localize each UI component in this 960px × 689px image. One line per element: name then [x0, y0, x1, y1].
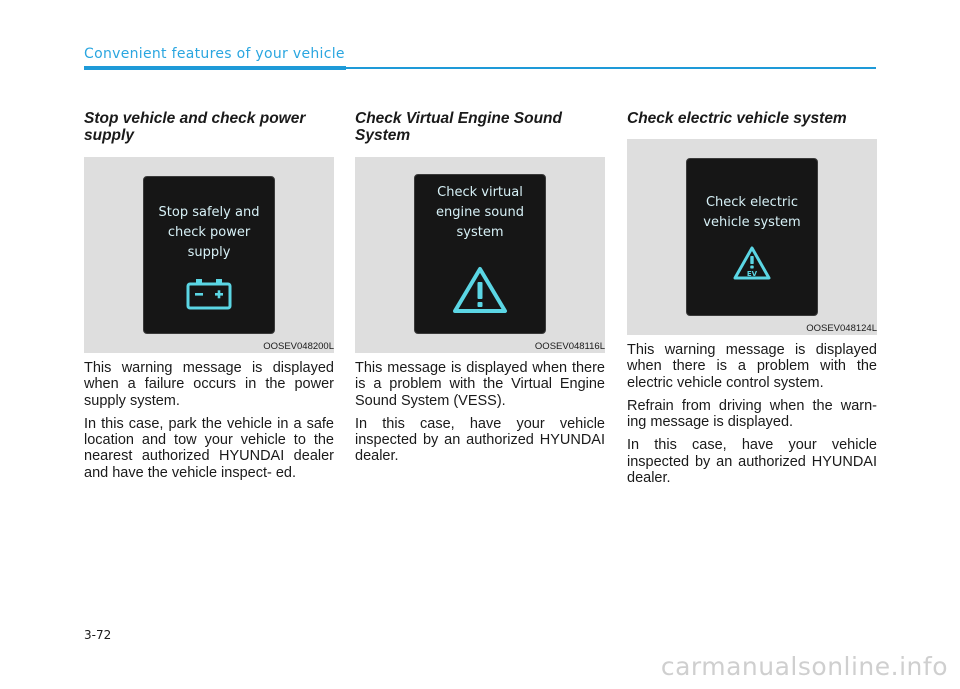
header-accent-bar [84, 66, 346, 70]
ev-warning-icon [732, 245, 772, 281]
heading-ev-system: Check electric vehicle system [627, 110, 847, 127]
figure-ev-system [627, 139, 877, 335]
header-rule [346, 67, 876, 69]
heading-vess: Check Virtual Engine Sound System [355, 110, 562, 144]
paragraph: This warning message is displayed when a failure occurs in the power supply system. [84, 360, 334, 409]
paragraph: Refrain from driving when the warn- ing message is displayed. [627, 397, 877, 431]
body-vess [355, 360, 605, 472]
screen-message: Stop safely and check power supply [158, 205, 260, 260]
page-number: 3-72 [84, 628, 112, 642]
battery-icon [185, 277, 233, 311]
figure-power-supply [84, 157, 334, 353]
warning-triangle-icon [452, 265, 508, 315]
paragraph: This warning message is displayed when there is a problem with the electric vehicle control system. [627, 342, 877, 391]
section-title: Convenient features of your vehicle [84, 46, 345, 62]
paragraph: In this case, have your vehicle inspected by an authorized HYUNDAI dealer. [355, 415, 605, 465]
watermark: carmanualsonline.info [660, 652, 948, 681]
screen-message: Check virtual engine sound system [436, 185, 524, 240]
body-ev-system [627, 342, 877, 493]
heading-power-supply: Stop vehicle and check power supply [84, 110, 306, 144]
paragraph: In this case, park the vehicle in a safe location and tow your vehicle to the nearest authorized HYUNDAI dealer and have the vehicle inspect- ed. [84, 415, 334, 481]
cluster-screen [143, 176, 275, 334]
paragraph: This message is displayed when there is a problem with the Virtual Engine Sound System (VESS). [355, 360, 605, 409]
figure-code: OOSEV048116L [534, 341, 605, 352]
cluster-screen [686, 158, 818, 316]
cluster-screen [414, 174, 546, 334]
figure-code: OOSEV048124L [806, 323, 877, 334]
screen-message: Check electric vehicle system [703, 195, 801, 230]
body-power-supply [84, 360, 334, 488]
figure-vess [355, 157, 605, 353]
ev-label: EV [746, 270, 758, 278]
paragraph: In this case, have your vehicle inspected by an authorized HYUNDAI dealer. [627, 437, 877, 487]
figure-code: OOSEV048200L [263, 341, 334, 352]
